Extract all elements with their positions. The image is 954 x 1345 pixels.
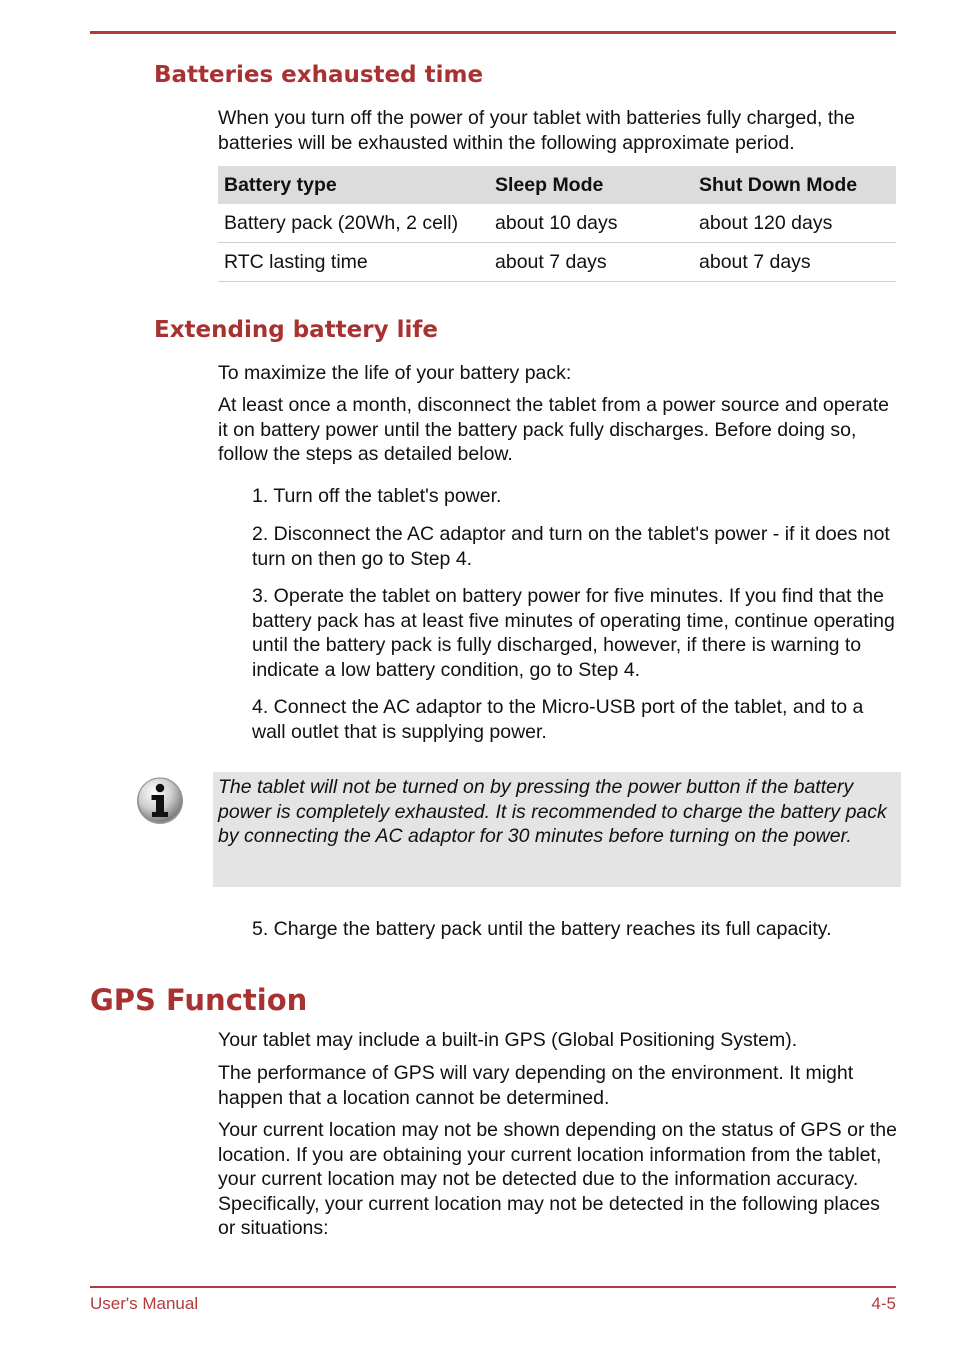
gps-paragraph-3: Your current location may not be shown depending on the status of GPS or the location. If you are obtaining your current location information from the tablet, your current location may not be detected due to the information accuracy. Specifically, your current location may not be detected in the following places or situations: [218,1119,897,1239]
table-cell: about 10 days [489,204,693,243]
table-header-cell: Sleep Mode [489,166,693,204]
footer-page-number: 4-5 [871,1294,896,1313]
list-item: 3. Operate the tablet on battery power for five minutes. If you find that the battery pack has at least five minutes of operating time, continue operating until the battery pack is fully discharged, however, if there is warning to indicate a low battery condition, go to Step 4. [252,585,895,681]
note-text: The tablet will not be turned on by pressing the power button if the battery power is completely exhausted. It is recommended to charge the battery pack by connecting the AC adaptor for 30 minutes before turning on the power. [218,776,887,847]
heading-extending-battery-life: Extending battery life [154,317,438,343]
note-box [213,772,901,887]
list-item: 2. Disconnect the AC adaptor and turn on the tablet's power - if it does not turn on then go to Step 4. [252,523,890,570]
footer-manual-title: User's Manual [90,1294,199,1313]
battery-time-table [218,166,896,282]
table-header-cell: Battery type [218,166,489,204]
info-icon [136,776,186,826]
extending-intro: To maximize the life of your battery pack: [218,362,572,384]
table-cell: about 120 days [693,204,896,243]
list-item: 5. Charge the battery pack until the battery reaches its full capacity. [252,918,832,940]
table-cell: about 7 days [693,243,896,282]
table-row [218,204,896,243]
list-item: 4. Connect the AC adaptor to the Micro-USB port of the tablet, and to a wall outlet that is supplying power. [252,696,864,743]
bottom-rule [90,1286,896,1288]
table-cell: RTC lasting time [218,243,489,282]
battery-time-intro: When you turn off the power of your tablet with batteries fully charged, the batteries will be exhausted within the following approximate period. [218,107,855,154]
table-header-cell: Shut Down Mode [693,166,896,204]
table-row [218,243,896,282]
top-rule [90,31,896,34]
gps-paragraph-2: The performance of GPS will vary depending on the environment. It might happen that a location cannot be determined. [218,1062,854,1109]
extending-description: At least once a month, disconnect the tablet from a power source and operate it on battery power until the battery pack fully discharges. Before doing so, follow the steps as detailed below. [218,394,889,465]
table-header-row [218,166,896,204]
table-cell: about 7 days [489,243,693,282]
list-item: 1. Turn off the tablet's power. [252,485,502,507]
heading-batteries-exhausted-time: Batteries exhausted time [154,62,484,88]
heading-gps-function: GPS Function [90,983,308,1017]
table-cell: Battery pack (20Wh, 2 cell) [218,204,489,243]
gps-paragraph-1: Your tablet may include a built-in GPS (Global Positioning System). [218,1029,798,1051]
